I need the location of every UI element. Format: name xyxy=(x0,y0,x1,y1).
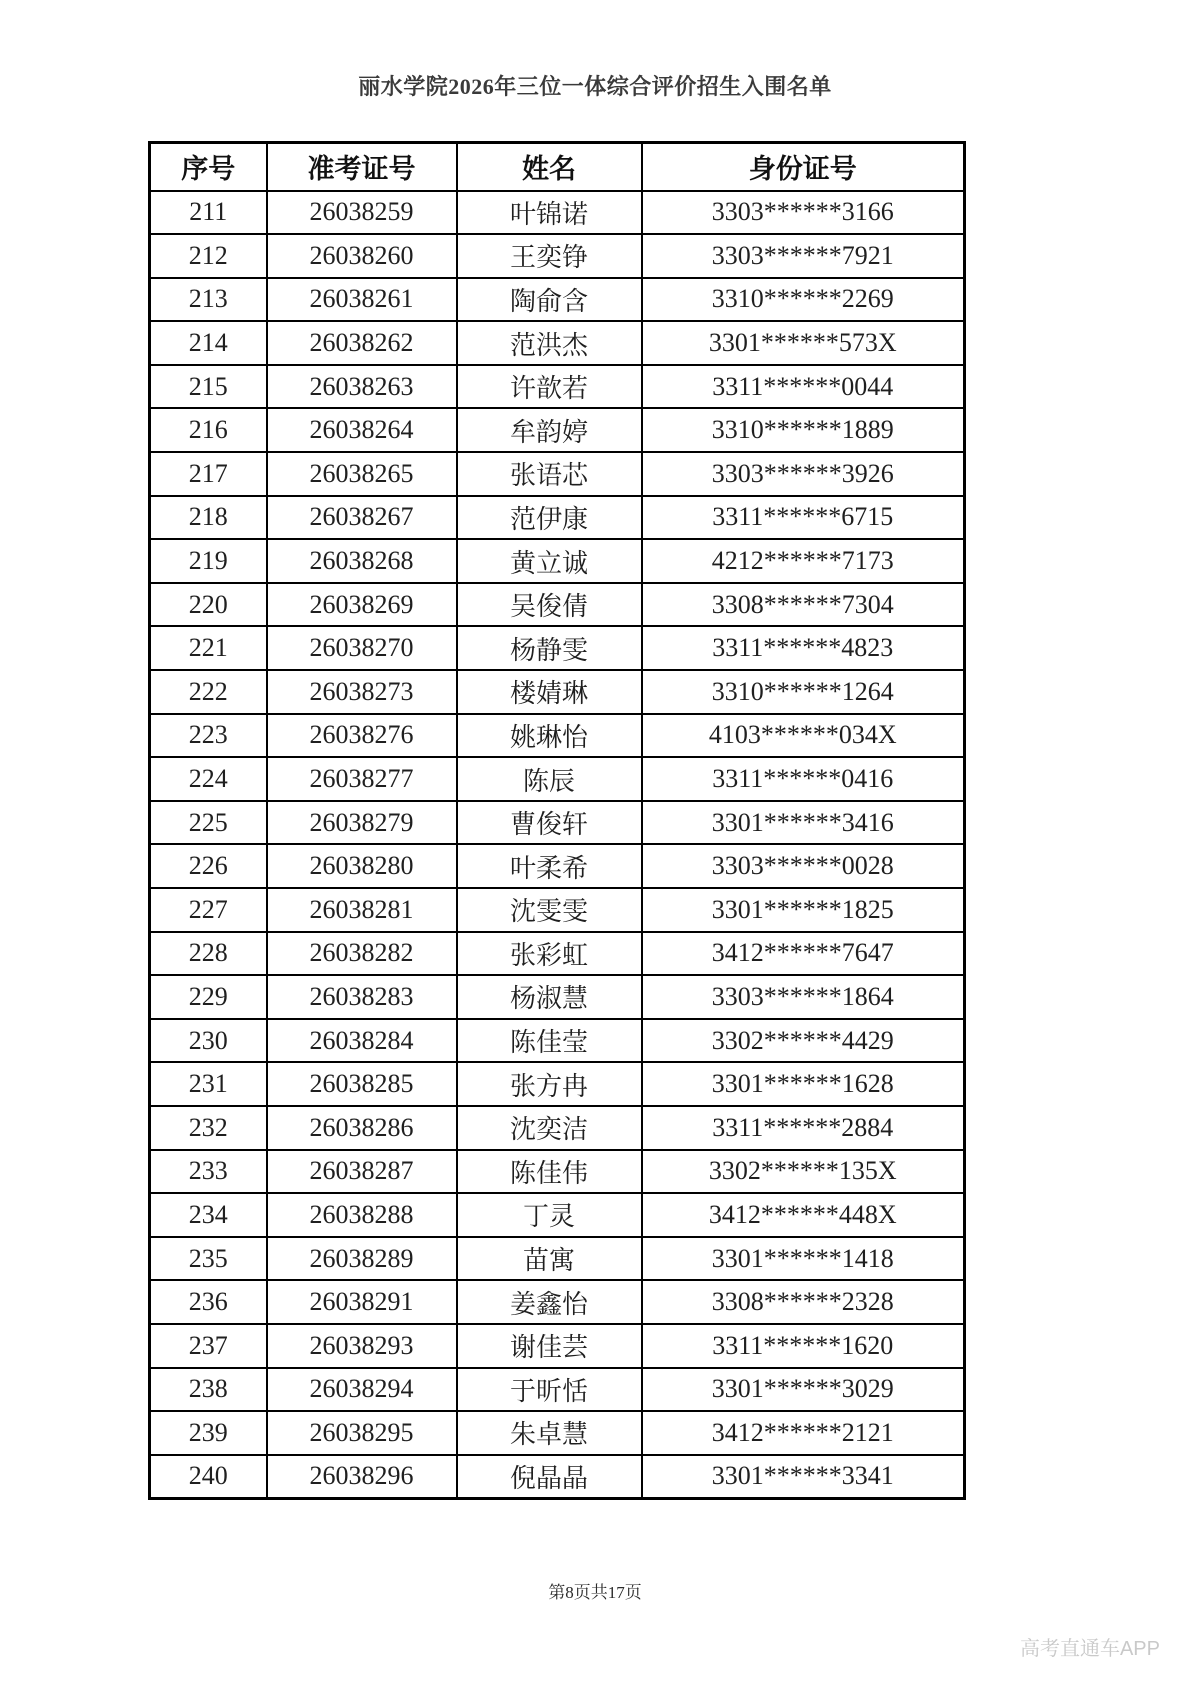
cell-id-number: 3310******1889 xyxy=(642,408,965,452)
cell-name: 曹俊轩 xyxy=(457,801,642,845)
cell-id-number: 3301******3416 xyxy=(642,801,965,845)
table-row xyxy=(150,975,965,1019)
cell-id-number: 3301******1418 xyxy=(642,1237,965,1281)
cell-index: 235 xyxy=(150,1237,267,1281)
cell-id-number: 3301******1628 xyxy=(642,1062,965,1106)
cell-index: 224 xyxy=(150,757,267,801)
table-row xyxy=(150,191,965,235)
cell-id-number: 3303******3926 xyxy=(642,452,965,496)
page-number: 第8页共17页 xyxy=(548,1583,642,1602)
table-row xyxy=(150,1106,965,1150)
table-row xyxy=(150,1237,965,1281)
cell-name: 姜鑫怡 xyxy=(457,1280,642,1324)
cell-name: 丁灵 xyxy=(457,1193,642,1237)
table-row xyxy=(150,670,965,714)
cell-index: 215 xyxy=(150,365,267,409)
table-row xyxy=(150,801,965,845)
page-title: 丽水学院2026年三位一体综合评价招生入围名单 xyxy=(358,74,832,99)
cell-id-number: 4212******7173 xyxy=(642,539,965,583)
cell-name: 倪晶晶 xyxy=(457,1455,642,1499)
cell-name: 陈辰 xyxy=(457,757,642,801)
cell-index: 234 xyxy=(150,1193,267,1237)
cell-id-number: 3303******1864 xyxy=(642,975,965,1019)
cell-name: 沈奕洁 xyxy=(457,1106,642,1150)
cell-exam-number: 26038296 xyxy=(267,1455,457,1499)
cell-name: 叶锦诺 xyxy=(457,191,642,235)
table-row xyxy=(150,932,965,976)
cell-index: 226 xyxy=(150,844,267,888)
cell-index: 214 xyxy=(150,321,267,365)
cell-exam-number: 26038262 xyxy=(267,321,457,365)
cell-exam-number: 26038284 xyxy=(267,1019,457,1063)
cell-name: 谢佳芸 xyxy=(457,1324,642,1368)
cell-exam-number: 26038291 xyxy=(267,1280,457,1324)
cell-exam-number: 26038270 xyxy=(267,626,457,670)
cell-index: 217 xyxy=(150,452,267,496)
cell-id-number: 3301******3341 xyxy=(642,1455,965,1499)
cell-name: 吴俊倩 xyxy=(457,583,642,627)
cell-id-number: 3308******2328 xyxy=(642,1280,965,1324)
cell-exam-number: 26038265 xyxy=(267,452,457,496)
table-row xyxy=(150,321,965,365)
cell-index: 222 xyxy=(150,670,267,714)
cell-name: 王奕铮 xyxy=(457,234,642,278)
cell-exam-number: 26038259 xyxy=(267,191,457,235)
cell-id-number: 3311******0416 xyxy=(642,757,965,801)
cell-name: 陶俞含 xyxy=(457,278,642,322)
column-header-exam-number: 准考证号 xyxy=(267,143,457,191)
column-header-id-number: 身份证号 xyxy=(642,143,965,191)
cell-name: 楼婧琳 xyxy=(457,670,642,714)
cell-index: 227 xyxy=(150,888,267,932)
table-row xyxy=(150,1455,965,1499)
cell-name: 陈佳莹 xyxy=(457,1019,642,1063)
cell-exam-number: 26038282 xyxy=(267,932,457,976)
cell-index: 229 xyxy=(150,975,267,1019)
cell-id-number: 3412******448X xyxy=(642,1193,965,1237)
table-row xyxy=(150,1411,965,1455)
cell-exam-number: 26038279 xyxy=(267,801,457,845)
cell-index: 232 xyxy=(150,1106,267,1150)
cell-index: 240 xyxy=(150,1455,267,1499)
cell-name: 张彩虹 xyxy=(457,932,642,976)
cell-name: 牟韵婷 xyxy=(457,408,642,452)
cell-index: 223 xyxy=(150,714,267,758)
cell-index: 231 xyxy=(150,1062,267,1106)
cell-index: 228 xyxy=(150,932,267,976)
cell-exam-number: 26038285 xyxy=(267,1062,457,1106)
cell-exam-number: 26038261 xyxy=(267,278,457,322)
table-row xyxy=(150,1062,965,1106)
cell-name: 张语芯 xyxy=(457,452,642,496)
cell-index: 219 xyxy=(150,539,267,583)
table-body xyxy=(150,191,965,1499)
table-row xyxy=(150,1368,965,1412)
cell-exam-number: 26038283 xyxy=(267,975,457,1019)
table-row xyxy=(150,278,965,322)
table-row xyxy=(150,1280,965,1324)
cell-name: 陈佳伟 xyxy=(457,1150,642,1194)
cell-exam-number: 26038294 xyxy=(267,1368,457,1412)
cell-id-number: 3310******1264 xyxy=(642,670,965,714)
cell-exam-number: 26038287 xyxy=(267,1150,457,1194)
cell-exam-number: 26038263 xyxy=(267,365,457,409)
cell-id-number: 3308******7304 xyxy=(642,583,965,627)
cell-exam-number: 26038276 xyxy=(267,714,457,758)
table-row xyxy=(150,757,965,801)
cell-exam-number: 26038295 xyxy=(267,1411,457,1455)
cell-id-number: 3412******7647 xyxy=(642,932,965,976)
table-row xyxy=(150,234,965,278)
cell-index: 211 xyxy=(150,191,267,235)
cell-name: 张方冉 xyxy=(457,1062,642,1106)
cell-exam-number: 26038288 xyxy=(267,1193,457,1237)
cell-id-number: 4103******034X xyxy=(642,714,965,758)
table-row xyxy=(150,583,965,627)
cell-exam-number: 26038293 xyxy=(267,1324,457,1368)
cell-id-number: 3303******0028 xyxy=(642,844,965,888)
table-row xyxy=(150,1019,965,1063)
admission-roster-table xyxy=(148,141,966,1500)
cell-name: 姚琳怡 xyxy=(457,714,642,758)
cell-name: 沈雯雯 xyxy=(457,888,642,932)
table-row xyxy=(150,1150,965,1194)
cell-index: 218 xyxy=(150,496,267,540)
table-row xyxy=(150,626,965,670)
cell-index: 213 xyxy=(150,278,267,322)
cell-id-number: 3303******7921 xyxy=(642,234,965,278)
column-header-name: 姓名 xyxy=(457,143,642,191)
cell-name: 黄立诚 xyxy=(457,539,642,583)
cell-exam-number: 26038280 xyxy=(267,844,457,888)
cell-id-number: 3301******1825 xyxy=(642,888,965,932)
cell-name: 范洪杰 xyxy=(457,321,642,365)
cell-index: 225 xyxy=(150,801,267,845)
table-row xyxy=(150,844,965,888)
cell-exam-number: 26038281 xyxy=(267,888,457,932)
cell-index: 239 xyxy=(150,1411,267,1455)
cell-index: 236 xyxy=(150,1280,267,1324)
cell-name: 杨淑慧 xyxy=(457,975,642,1019)
column-header-index: 序号 xyxy=(150,143,267,191)
table-row xyxy=(150,714,965,758)
cell-exam-number: 26038273 xyxy=(267,670,457,714)
table-row xyxy=(150,539,965,583)
cell-id-number: 3302******4429 xyxy=(642,1019,965,1063)
table-row xyxy=(150,1324,965,1368)
cell-id-number: 3311******1620 xyxy=(642,1324,965,1368)
cell-name: 叶柔希 xyxy=(457,844,642,888)
cell-exam-number: 26038286 xyxy=(267,1106,457,1150)
cell-id-number: 3301******3029 xyxy=(642,1368,965,1412)
table-row xyxy=(150,452,965,496)
cell-name: 朱卓慧 xyxy=(457,1411,642,1455)
cell-name: 范伊康 xyxy=(457,496,642,540)
cell-index: 238 xyxy=(150,1368,267,1412)
cell-id-number: 3301******573X xyxy=(642,321,965,365)
cell-name: 于昕恬 xyxy=(457,1368,642,1412)
cell-id-number: 3311******6715 xyxy=(642,496,965,540)
cell-name: 杨静雯 xyxy=(457,626,642,670)
cell-name: 苗寓 xyxy=(457,1237,642,1281)
cell-index: 230 xyxy=(150,1019,267,1063)
table-row xyxy=(150,1193,965,1237)
cell-exam-number: 26038267 xyxy=(267,496,457,540)
cell-exam-number: 26038264 xyxy=(267,408,457,452)
cell-exam-number: 26038268 xyxy=(267,539,457,583)
cell-id-number: 3311******2884 xyxy=(642,1106,965,1150)
cell-id-number: 3311******0044 xyxy=(642,365,965,409)
cell-index: 237 xyxy=(150,1324,267,1368)
table-header-row xyxy=(150,143,965,191)
cell-index: 216 xyxy=(150,408,267,452)
cell-exam-number: 26038277 xyxy=(267,757,457,801)
cell-exam-number: 26038289 xyxy=(267,1237,457,1281)
cell-exam-number: 26038260 xyxy=(267,234,457,278)
cell-index: 221 xyxy=(150,626,267,670)
cell-exam-number: 26038269 xyxy=(267,583,457,627)
cell-index: 212 xyxy=(150,234,267,278)
cell-id-number: 3311******4823 xyxy=(642,626,965,670)
cell-name: 许歆若 xyxy=(457,365,642,409)
table-row xyxy=(150,408,965,452)
cell-id-number: 3303******3166 xyxy=(642,191,965,235)
cell-id-number: 3302******135X xyxy=(642,1150,965,1194)
cell-index: 233 xyxy=(150,1150,267,1194)
cell-id-number: 3412******2121 xyxy=(642,1411,965,1455)
table-row xyxy=(150,496,965,540)
cell-index: 220 xyxy=(150,583,267,627)
table-row xyxy=(150,888,965,932)
app-watermark: 高考直通车APP xyxy=(1019,1638,1160,1660)
cell-id-number: 3310******2269 xyxy=(642,278,965,322)
table-row xyxy=(150,365,965,409)
